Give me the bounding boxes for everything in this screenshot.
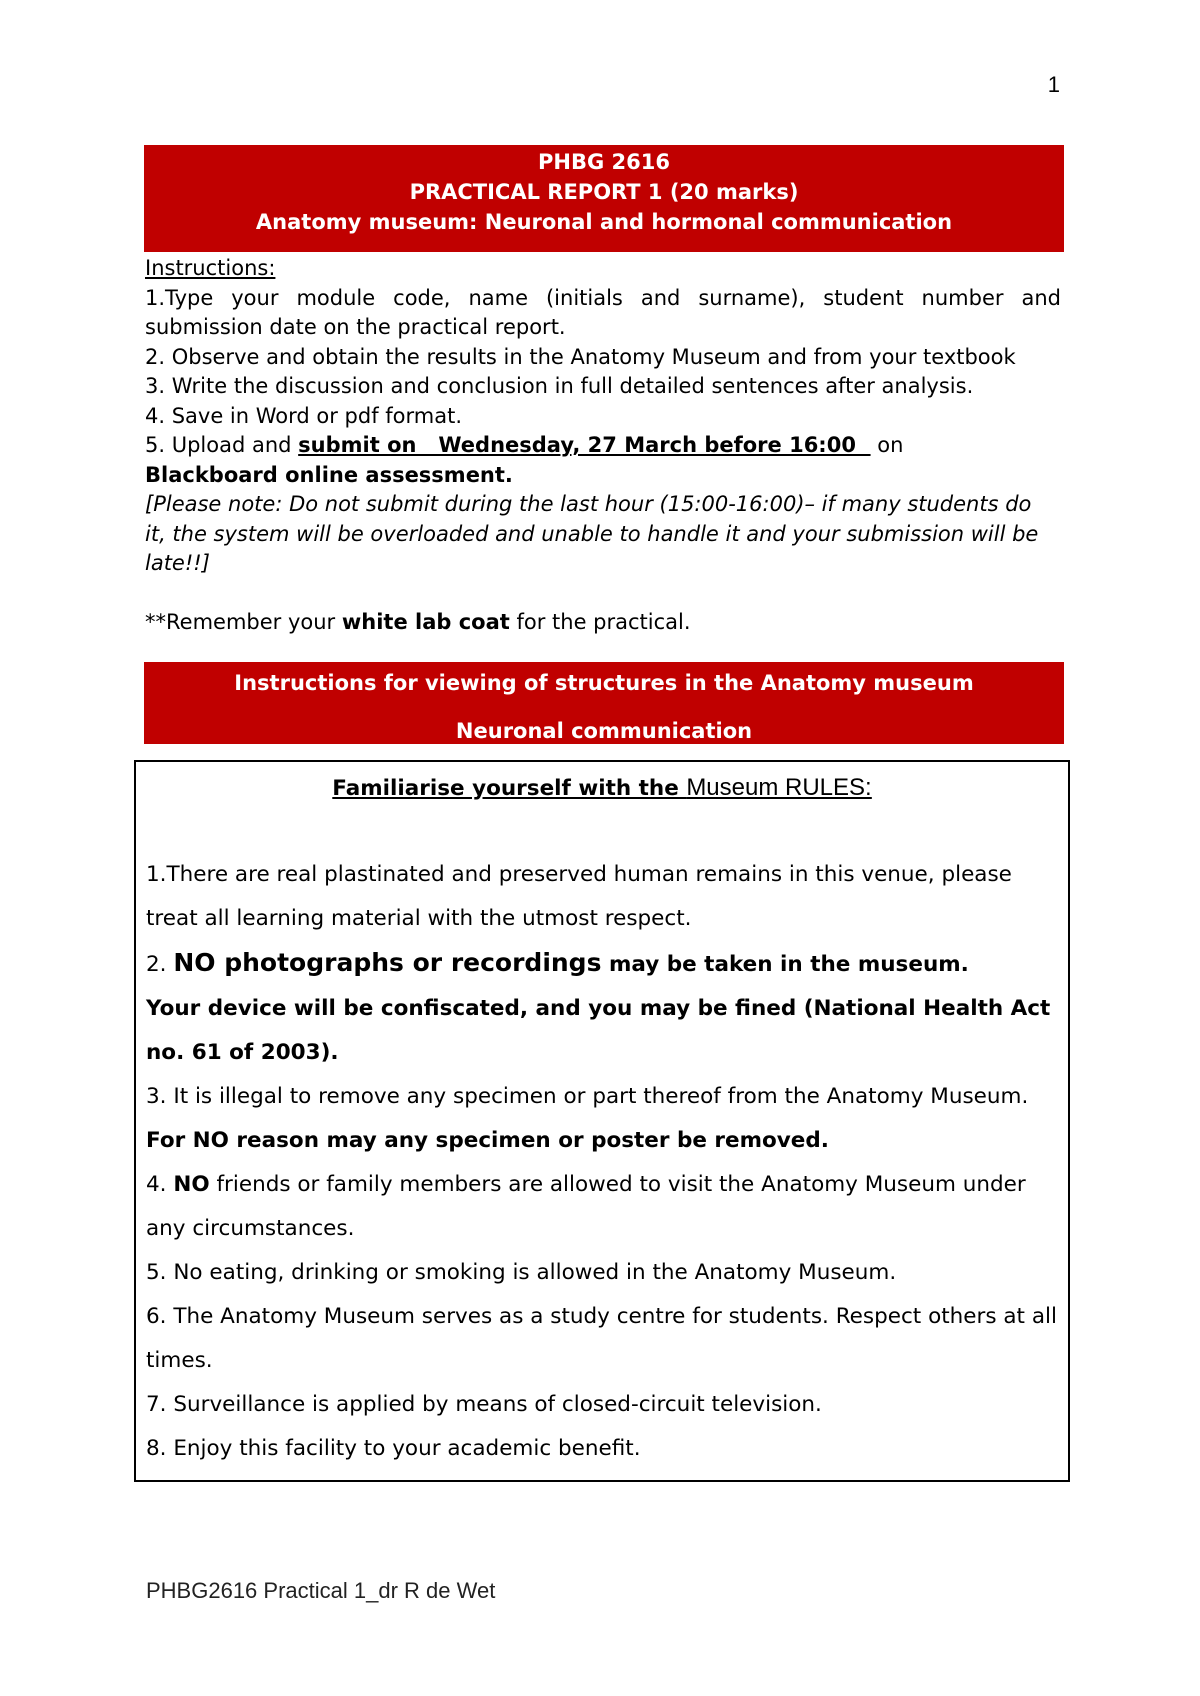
report-title: PRACTICAL REPORT 1 (20 marks) — [409, 180, 799, 204]
rule-2 — [146, 941, 1058, 987]
rule-3-line-2: For NO reason may any specimen or poster be removed. — [146, 1128, 829, 1153]
submission-note-line-2: it, the system will be overloaded and unable to handle it and your submission will be — [145, 521, 1039, 546]
instruction-item-1-cont: submission date on the practical report. — [145, 315, 566, 339]
rule-4-emphasis: NO — [173, 1172, 210, 1197]
rule-8: 8. Enjoy this facility to your academic benefit. — [146, 1436, 641, 1461]
instructions-section — [145, 254, 1061, 637]
submission-platform: Blackboard online assessment. — [145, 462, 513, 487]
instruction-item-5-suffix: on — [870, 433, 904, 457]
submission-note-line-1: [Please note: Do not submit during the last hour (15:00-16:00)– if many students do — [145, 492, 1032, 516]
page-number: 1 — [1047, 72, 1060, 97]
rule-6-line-1: 6. The Anatomy Museum serves as a study centre for students. Respect others at all — [146, 1304, 1057, 1329]
lab-coat-reminder — [145, 608, 1061, 638]
rule-4 — [146, 1163, 1058, 1207]
museum-section-title: Instructions for viewing of structures in the Anatomy museum — [234, 671, 974, 695]
rule-2-line-3: no. 61 of 2003). — [146, 1040, 339, 1065]
page-footer: PHBG2616 Practical 1_dr R de Wet — [146, 1578, 496, 1603]
rule-3-line-1: 3. It is illegal to remove any specimen or part thereof from the Anatomy Museum. — [146, 1084, 1029, 1109]
rule-4-suffix: friends or family members are allowed to visit the Anatomy Museum under — [209, 1172, 1026, 1197]
rules-title-prefix: Familiarise yourself with the — [332, 776, 687, 801]
instruction-item-1: 1.Type your module code, name (initials and surname), student number and — [145, 285, 1061, 310]
course-code: PHBG 2616 — [538, 150, 670, 174]
submission-note-line-3: late!!] — [145, 551, 210, 575]
submission-deadline: submit on Wednesday, 27 March before 16:00 — [298, 433, 871, 457]
rules-title-emphasis: Museum RULES: — [686, 774, 872, 801]
museum-rules-box — [134, 760, 1070, 1482]
instructions-heading: Instructions: — [145, 256, 276, 280]
reminder-suffix: for the practical. — [509, 609, 691, 634]
instruction-item-5 — [145, 431, 1061, 461]
rule-2-emphasis: NO photographs or recordings — [173, 948, 602, 977]
rule-2-number: 2. — [146, 952, 174, 977]
report-header-banner — [144, 145, 1064, 252]
museum-section-subtitle: Neuronal communication — [455, 719, 753, 743]
rules-title — [146, 770, 1058, 807]
rule-4-number: 4. — [146, 1172, 174, 1197]
reminder-prefix: **Remember your — [145, 609, 342, 634]
rule-6-line-2: times. — [146, 1348, 213, 1373]
rule-5: 5. No eating, drinking or smoking is allowed in the Anatomy Museum. — [146, 1260, 897, 1285]
report-subtitle: Anatomy museum: Neuronal and hormonal communication — [255, 210, 953, 234]
rule-4-line-2: any circumstances. — [146, 1216, 355, 1241]
rule-1-line-2: treat all learning material with the utmost respect. — [146, 906, 692, 931]
rule-7: 7. Surveillance is applied by means of closed-circuit television. — [146, 1392, 822, 1417]
rule-2-suffix: may be taken in the museum. — [601, 952, 969, 977]
instruction-item-4: 4. Save in Word or pdf format. — [145, 403, 463, 428]
instruction-item-5-prefix: 5. Upload and — [145, 433, 299, 457]
reminder-highlight: white lab coat — [341, 609, 510, 634]
museum-section-banner — [144, 662, 1064, 744]
instruction-item-2: 2. Observe and obtain the results in the Anatomy Museum and from your textbook — [145, 344, 1016, 369]
rule-1-line-1: 1.There are real plastinated and preserved human remains in this venue, please — [146, 862, 1012, 887]
rule-2-line-2: Your device will be confiscated, and you may be fined (National Health Act — [146, 996, 1051, 1021]
instruction-item-3: 3. Write the discussion and conclusion in full detailed sentences after analysis. — [145, 374, 974, 398]
